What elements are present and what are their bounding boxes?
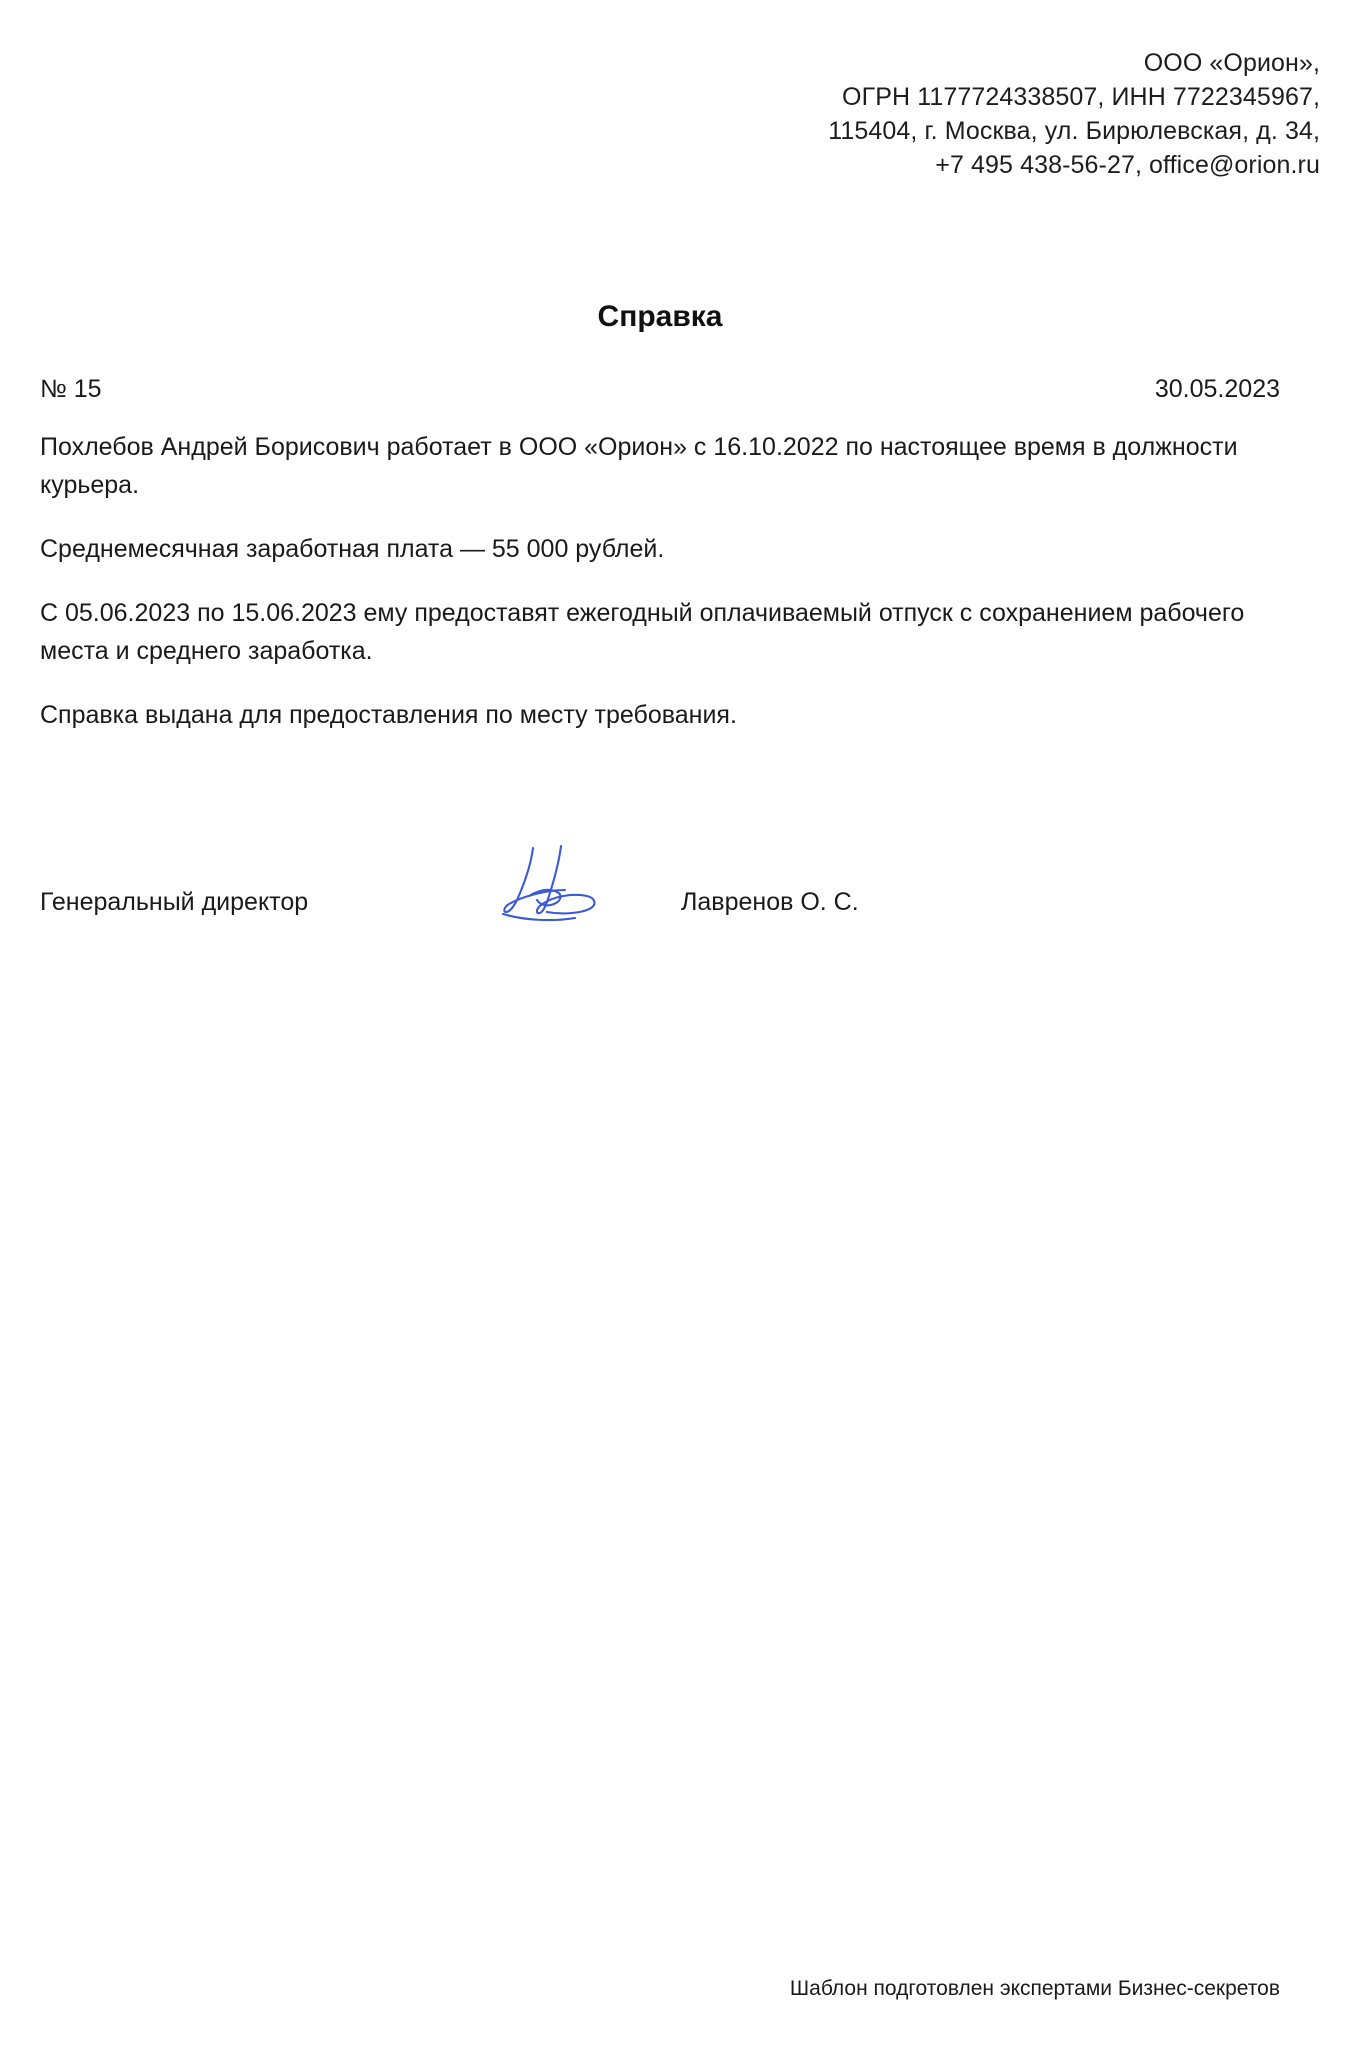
signatory-name: Лавренов О. С. (681, 888, 859, 916)
body-paragraph-salary: Среднемесячная заработная плата — 55 000 рублей. (40, 535, 665, 563)
footer-note: Шаблон подготовлен экспертами Бизнес-секретов (789, 1977, 1280, 2000)
letterhead-address: 115404, г. Москва, ул. Бирюлевская, д. 34, (828, 117, 1320, 145)
letterhead-company-name: ООО «Орион», (1143, 49, 1320, 77)
signatory-role: Генеральный директор (40, 888, 309, 916)
letterhead-registration: ОГРН 1177724338507, ИНН 7722345967, (842, 83, 1320, 111)
document-body (40, 428, 1285, 734)
letterhead (40, 46, 1320, 182)
body-paragraph-purpose: Справка выдана для предоставления по месту требования. (40, 701, 737, 729)
document-meta-row (40, 373, 1280, 405)
body-paragraph-vacation: С 05.06.2023 по 15.06.2023 ему предоставят ежегодный оплачиваемый отпуск с сохранением рабочего места и среднего заработка. (40, 599, 1245, 665)
letterhead-contacts: +7 495 438-56-27, office@orion.ru (935, 151, 1320, 179)
signature-row (40, 876, 1280, 936)
document-number: № 15 (40, 375, 102, 403)
handwritten-signature-icon (495, 838, 625, 928)
page-title: Справка (597, 300, 723, 333)
document-date: 30.05.2023 (1154, 375, 1280, 403)
body-paragraph-employment: Похлебов Андрей Борисович работает в ООО «Орион» с 16.10.2022 по настоящее время в должности курьера. (40, 433, 1238, 499)
